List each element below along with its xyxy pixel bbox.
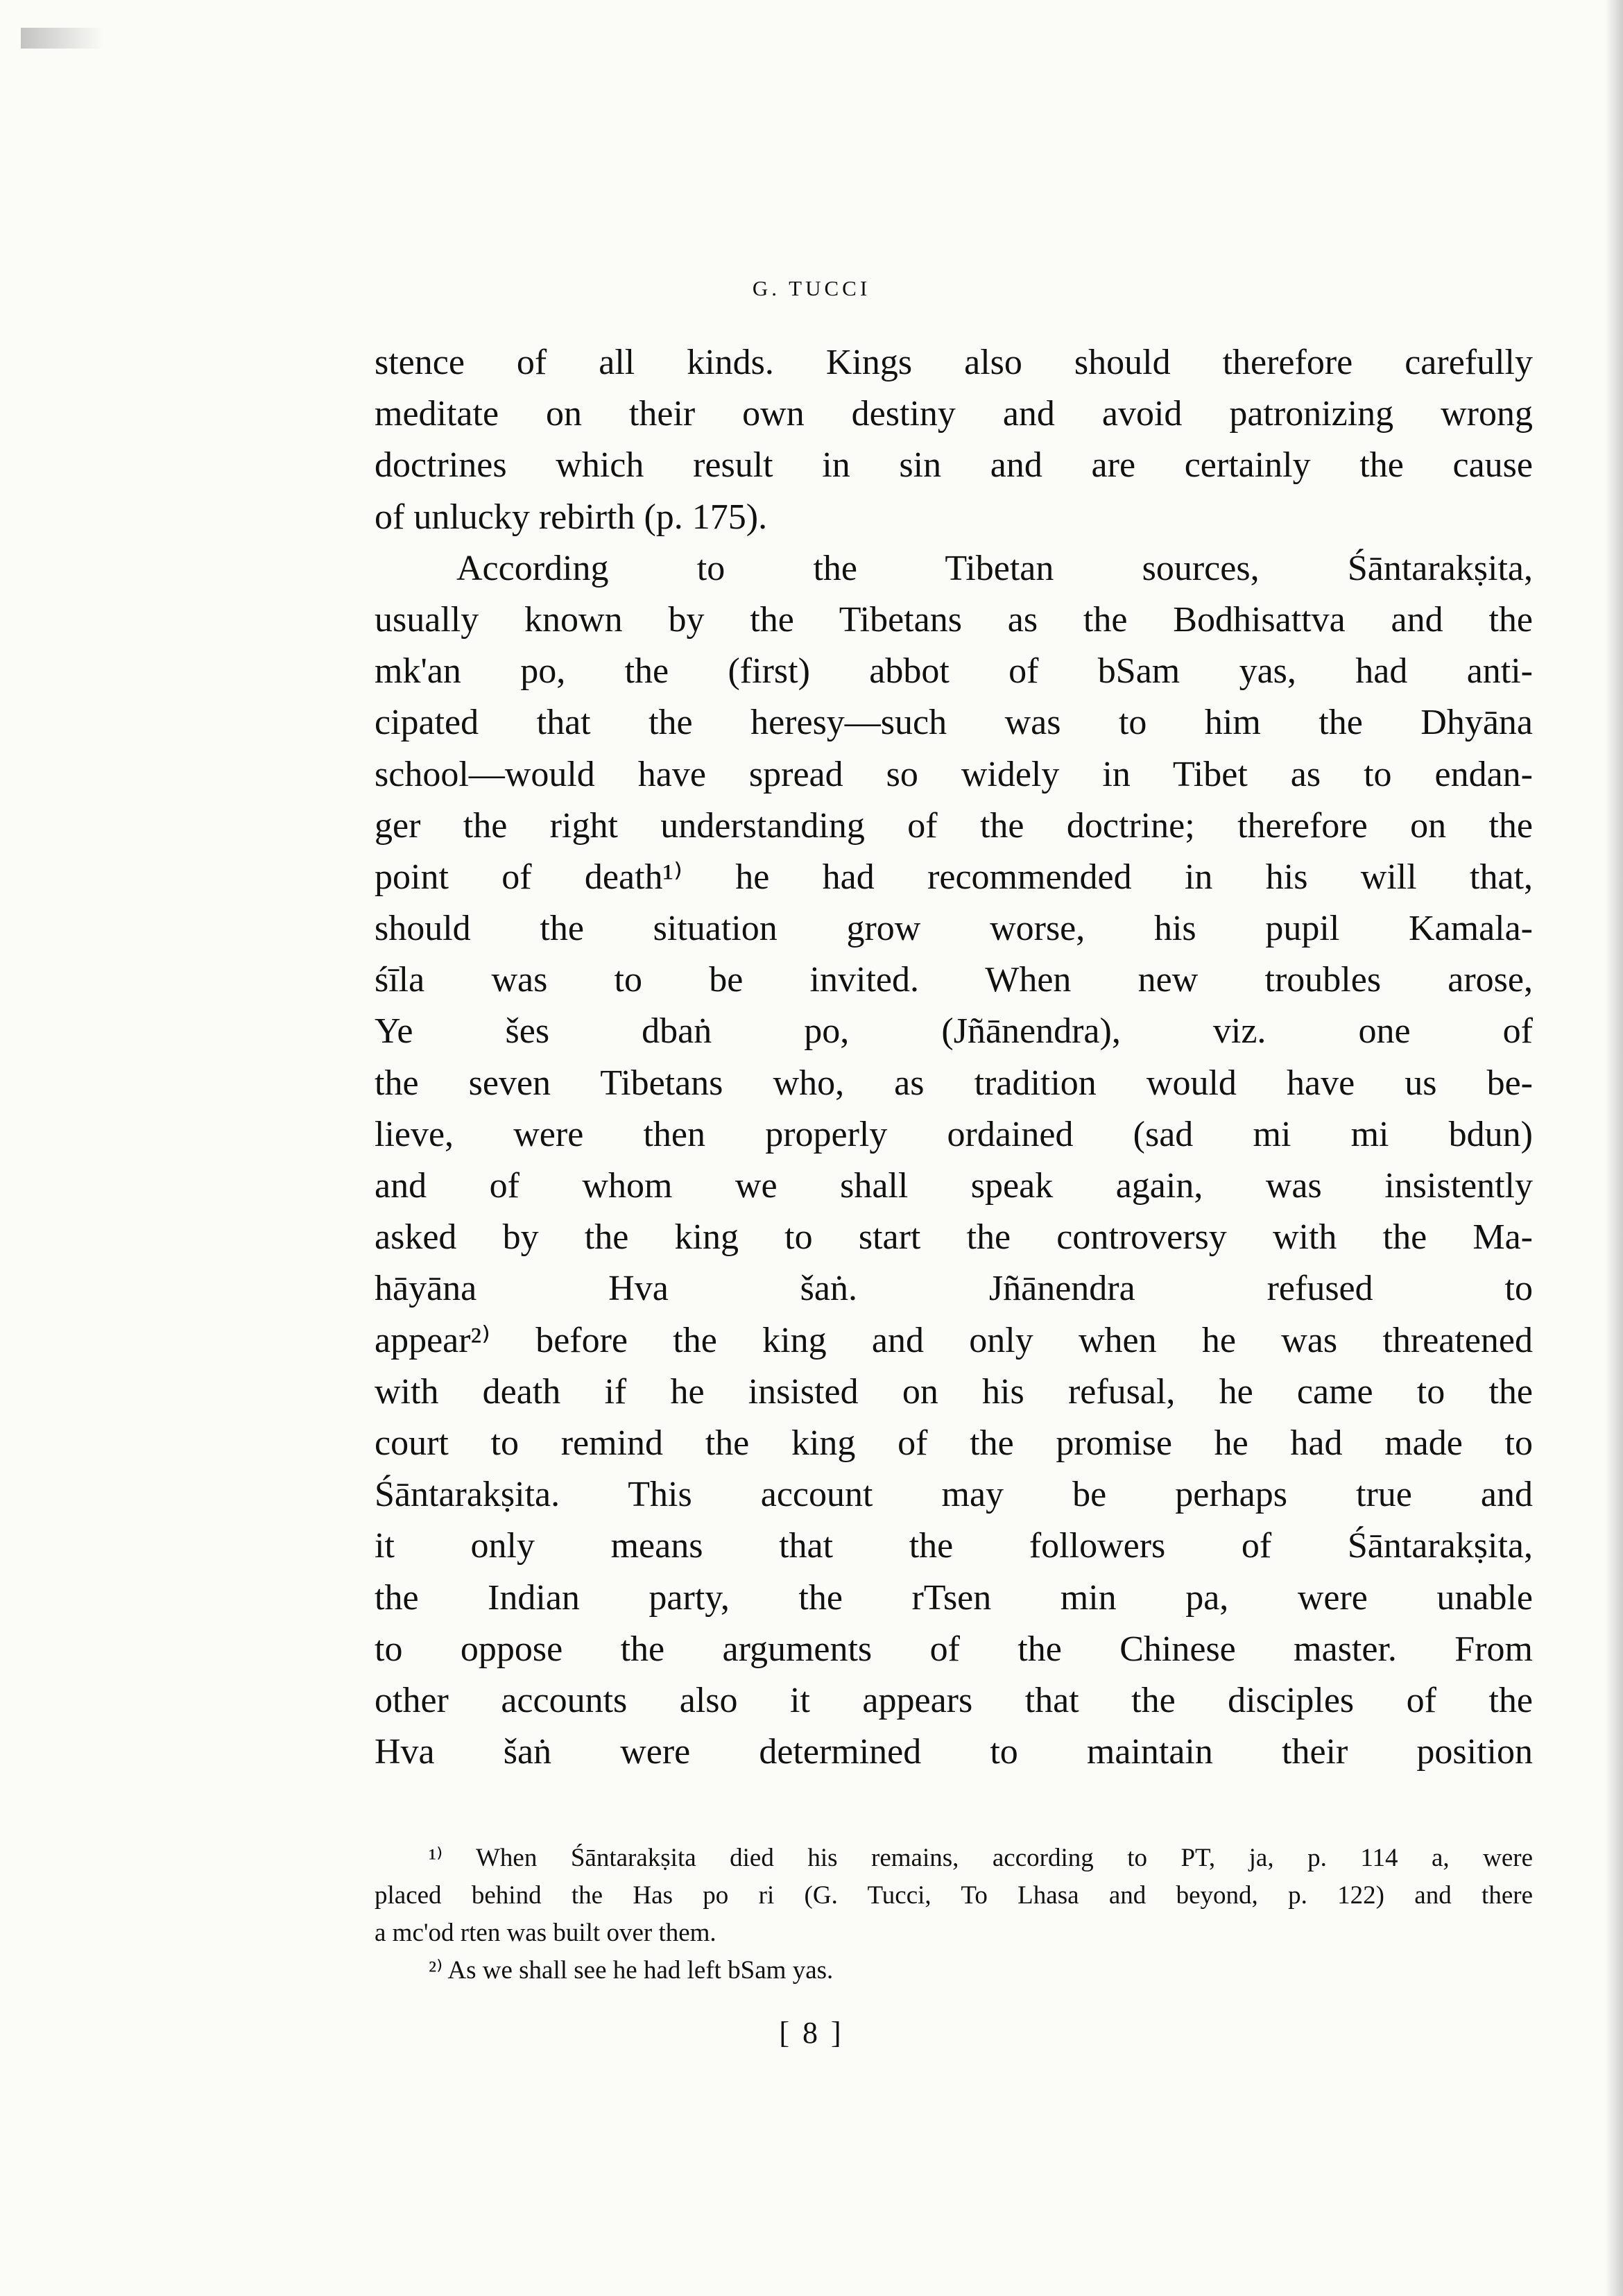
body-line: to oppose the arguments of the Chinese master. From — [375, 1629, 1533, 1669]
body-line: point of death¹⁾ he had recommended in his will that, — [375, 857, 1533, 897]
body-line: lieve, were then properly ordained (sad mi mi bdun) — [375, 1114, 1533, 1154]
footnote-line: a mc'od rten was built over them. — [375, 1919, 716, 1947]
body-line: the Indian party, the rTsen min pa, were unable — [375, 1577, 1533, 1618]
body-line: appear²⁾ before the king and only when he was threatened — [375, 1320, 1533, 1360]
body-line: stence of all kinds. Kings also should therefore carefully — [375, 343, 1533, 382]
body-line: Ye šes dbaṅ po, (Jñānendra), viz. one of — [375, 1011, 1533, 1052]
body-line: it only means that the followers of Śāntarakṣita, — [375, 1526, 1533, 1566]
body-line: with death if he insisted on his refusal, he came to the — [375, 1371, 1533, 1412]
scan-shadow-corner — [21, 28, 104, 49]
body-line: and of whom we shall speak again, was insistently — [375, 1166, 1533, 1206]
body-line: meditate on their own destiny and avoid patronizing wrong — [375, 394, 1533, 434]
body-line: ger the right understanding of the doctrine; therefore on the — [375, 805, 1533, 846]
page-number: [ 8 ] — [779, 2016, 844, 2050]
body-line: mk'an po, the (first) abbot of bSam yas, had anti- — [375, 651, 1533, 692]
body-line: should the situation grow worse, his pupil Kamala- — [375, 909, 1533, 949]
body-line: hāyāna Hva šaṅ. Jñānendra refused to — [375, 1269, 1533, 1309]
body-line: Śāntarakṣita. This account may be perhaps true and — [375, 1475, 1533, 1515]
body-line: school—would have spread so widely in Tibet as to endan- — [375, 754, 1533, 794]
footnote-line: placed behind the Has po ri (G. Tucci, To Lhasa and beyond, p. 122) and there — [375, 1881, 1533, 1910]
body-line: doctrines which result in sin and are certainly the cause — [375, 445, 1533, 486]
body-line: asked by the king to start the controversy with the Ma- — [375, 1217, 1533, 1258]
body-line: usually known by the Tibetans as the Bodhisattva and the — [375, 599, 1533, 640]
body-text — [375, 337, 1533, 1778]
body-line: cipated that the heresy—such was to him the Dhyāna — [375, 703, 1533, 743]
body-line: other accounts also it appears that the disciples of the — [375, 1680, 1533, 1720]
body-line: court to remind the king of the promise he had made to — [375, 1423, 1533, 1463]
body-line: of unlucky rebirth (p. 175). — [375, 497, 768, 537]
running-head: G. TUCCI — [752, 276, 871, 300]
body-line: According to the Tibetan sources, Śāntarakṣita, — [456, 548, 1533, 588]
scan-shadow-edge — [1605, 0, 1623, 2296]
body-line: the seven Tibetans who, as tradition would have us be- — [375, 1063, 1533, 1103]
footnote-line: ²⁾ As we shall see he had left bSam yas. — [429, 1956, 834, 1985]
footnotes — [375, 1840, 1533, 1989]
body-line: Hva šaṅ were determined to maintain their position — [375, 1732, 1533, 1772]
body-line: śīla was to be invited. When new troubles arose, — [375, 960, 1533, 1000]
footnote-line: ¹⁾ When Śāntarakṣita died his remains, according to PT, ja, p. 114 a, were — [429, 1844, 1533, 1872]
